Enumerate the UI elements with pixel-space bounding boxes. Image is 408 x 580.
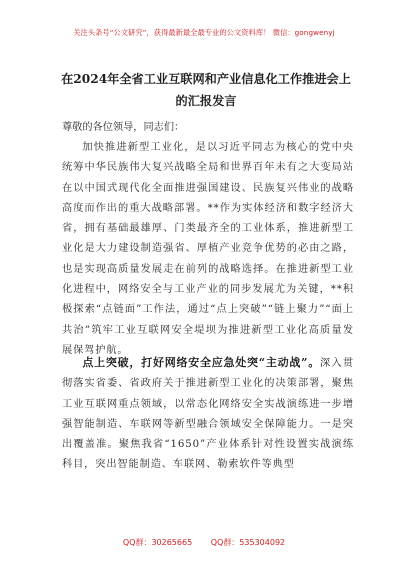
paragraph-2 (62, 353, 354, 476)
paragraph-2-body: 深入贯彻落实省委、省政府关于推进新型工业化的决策部署，聚焦工业互联网重点领域，以常态化网络安全实战演练进一步增强智能制造、车联网等新型融合领域安全保障能力。一是突出覆盖准。聚焦我省“1650”产业体系针对性设置实战演练科目，突出智能制造、车联网、勒索软件等典型 (62, 358, 354, 471)
top-banner: 关注头条号“公文研究”，获得最新最全最专业的公文资料库！ 微信：gongwenyj (73, 28, 335, 37)
salutation: 尊敬的各位领导，同志们： (62, 122, 185, 133)
footer-qq-group-2: QQ群：535304092 (210, 538, 286, 547)
footer-qq-group-1: QQ群：30265665 (122, 538, 193, 547)
paragraph-1 (62, 138, 354, 361)
paragraph-1-text: 加快推进新型工业化，是以习近平同志为核心的党中央统筹中华民族伟大复兴战略全局和世界百年未有之大变局站在以中国式现代化全面推进强国建设、民族复兴伟业的战略高度而作出的重大战略部署。**作为实体经济和数字经济大省，拥有基础最雄厚、门类最齐全的工业体系，推进新型工业化是大力建设制造强省、厚植产业竞争优势的必由之路，也是实现高质量发展走在前列的战略选择。在推进新型工业化进程中，网络安全与工业产业的同步发展尤为关键，**积极探索“点链面”工作法，通过“点上突破”“链上聚力”“面上共治”筑牢工业互联网安全堤坝为推进新型工业化高质量发展保驾护航。 (62, 142, 354, 356)
paragraph-2-text (62, 353, 354, 476)
paragraph-2-lead: 点上突破，打好网络安全应急处突“主动战”。 (82, 356, 321, 369)
document-title: 在2024年全省工业互联网和产业信息化工作推进会上的汇报发言 (61, 72, 351, 108)
footer (0, 537, 408, 548)
